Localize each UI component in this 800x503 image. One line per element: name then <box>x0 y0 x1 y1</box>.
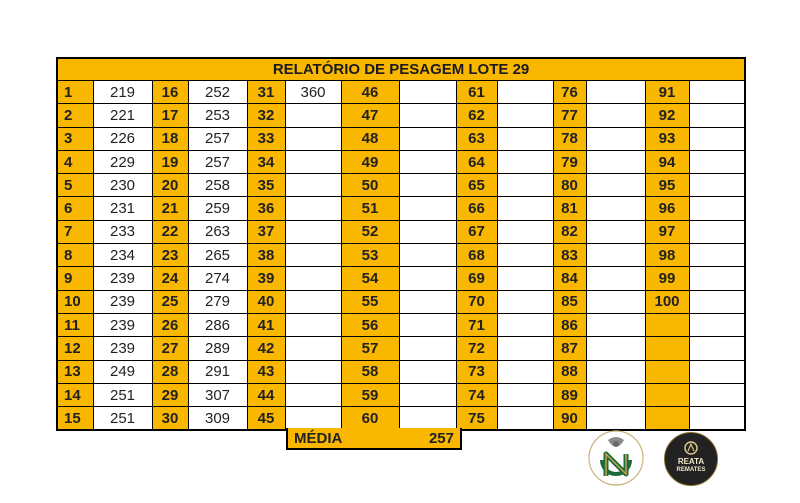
animal-number-cell: 42 <box>247 337 285 360</box>
weight-cell: 234 <box>93 244 152 267</box>
animal-number-cell: 32 <box>247 104 285 127</box>
animal-number-cell: 9 <box>57 267 93 290</box>
weight-cell <box>285 150 341 173</box>
animal-number-cell: 84 <box>553 267 586 290</box>
weighing-report <box>56 57 744 431</box>
animal-number-cell: 83 <box>553 244 586 267</box>
weight-cell <box>497 360 553 383</box>
table-row <box>57 197 745 220</box>
reata-text: REATA <box>677 457 705 466</box>
animal-number-cell: 94 <box>645 150 689 173</box>
weight-cell: 239 <box>93 290 152 313</box>
animal-number-cell: 34 <box>247 150 285 173</box>
weight-cell <box>689 104 745 127</box>
weight-cell <box>399 174 456 197</box>
weight-cell: 265 <box>188 244 247 267</box>
animal-number-cell: 96 <box>645 197 689 220</box>
animal-number-cell <box>645 383 689 406</box>
animal-number-cell: 23 <box>152 244 188 267</box>
weight-cell: 307 <box>188 383 247 406</box>
report-title: RELATÓRIO DE PESAGEM LOTE 29 <box>57 58 745 81</box>
weight-cell: 219 <box>93 81 152 104</box>
table-row <box>57 220 745 243</box>
weight-cell <box>689 127 745 150</box>
weight-cell: 249 <box>93 360 152 383</box>
weight-cell: 239 <box>93 267 152 290</box>
weight-cell: 257 <box>188 127 247 150</box>
weight-cell <box>497 81 553 104</box>
animal-number-cell: 69 <box>456 267 497 290</box>
animal-number-cell: 65 <box>456 174 497 197</box>
weight-cell: 233 <box>93 220 152 243</box>
weight-cell <box>497 267 553 290</box>
weight-cell <box>497 127 553 150</box>
animal-number-cell: 71 <box>456 313 497 336</box>
weight-cell <box>285 197 341 220</box>
weight-cell: 221 <box>93 104 152 127</box>
weight-cell <box>497 174 553 197</box>
weight-cell <box>497 150 553 173</box>
weight-cell <box>586 174 645 197</box>
weight-cell: 309 <box>188 407 247 431</box>
animal-number-cell: 8 <box>57 244 93 267</box>
animal-number-cell: 19 <box>152 150 188 173</box>
weight-cell: 286 <box>188 313 247 336</box>
weight-cell <box>689 244 745 267</box>
weight-cell <box>399 244 456 267</box>
weight-cell <box>586 197 645 220</box>
animal-number-cell: 77 <box>553 104 586 127</box>
table-row <box>57 360 745 383</box>
animal-number-cell: 10 <box>57 290 93 313</box>
weight-cell <box>586 220 645 243</box>
animal-number-cell: 91 <box>645 81 689 104</box>
animal-number-cell: 40 <box>247 290 285 313</box>
weight-cell <box>586 337 645 360</box>
animal-number-cell: 13 <box>57 360 93 383</box>
weight-cell: 253 <box>188 104 247 127</box>
table-row <box>57 81 745 104</box>
animal-number-cell: 11 <box>57 313 93 336</box>
animal-number-cell: 35 <box>247 174 285 197</box>
weight-cell <box>689 220 745 243</box>
table-body <box>57 81 745 431</box>
weight-cell <box>399 197 456 220</box>
animal-number-cell: 1 <box>57 81 93 104</box>
weight-cell <box>399 290 456 313</box>
animal-number-cell: 38 <box>247 244 285 267</box>
animal-number-cell: 50 <box>341 174 399 197</box>
table-row <box>57 407 745 431</box>
weight-cell <box>399 267 456 290</box>
weight-cell <box>399 127 456 150</box>
animal-number-cell: 30 <box>152 407 188 431</box>
weight-cell <box>285 360 341 383</box>
animal-number-cell: 25 <box>152 290 188 313</box>
animal-number-cell: 89 <box>553 383 586 406</box>
animal-number-cell: 63 <box>456 127 497 150</box>
animal-number-cell: 93 <box>645 127 689 150</box>
reata-remates-logo-icon <box>664 432 718 486</box>
weight-cell <box>586 267 645 290</box>
animal-number-cell: 44 <box>247 383 285 406</box>
animal-number-cell: 14 <box>57 383 93 406</box>
animal-number-cell: 98 <box>645 244 689 267</box>
animal-number-cell: 88 <box>553 360 586 383</box>
animal-number-cell: 86 <box>553 313 586 336</box>
table-row <box>57 174 745 197</box>
weight-cell <box>497 220 553 243</box>
weight-cell <box>285 407 341 431</box>
weight-cell <box>399 337 456 360</box>
weight-cell <box>399 81 456 104</box>
animal-number-cell: 49 <box>341 150 399 173</box>
animal-number-cell: 33 <box>247 127 285 150</box>
animal-number-cell: 15 <box>57 407 93 431</box>
weight-cell <box>285 127 341 150</box>
table-row <box>57 244 745 267</box>
table-row <box>57 313 745 336</box>
table-row <box>57 290 745 313</box>
weight-cell <box>689 360 745 383</box>
animal-number-cell: 62 <box>456 104 497 127</box>
weight-cell <box>399 220 456 243</box>
animal-number-cell: 43 <box>247 360 285 383</box>
animal-number-cell: 28 <box>152 360 188 383</box>
animal-number-cell <box>645 407 689 431</box>
table-row <box>57 150 745 173</box>
animal-number-cell: 27 <box>152 337 188 360</box>
animal-number-cell: 100 <box>645 290 689 313</box>
weight-cell <box>586 150 645 173</box>
table-row <box>57 383 745 406</box>
animal-number-cell: 12 <box>57 337 93 360</box>
weight-cell <box>497 104 553 127</box>
animal-number-cell: 21 <box>152 197 188 220</box>
weight-cell <box>399 104 456 127</box>
weight-cell <box>399 407 456 431</box>
animal-number-cell: 87 <box>553 337 586 360</box>
weight-cell <box>497 313 553 336</box>
weight-cell <box>285 174 341 197</box>
weight-cell: 230 <box>93 174 152 197</box>
weight-cell <box>285 383 341 406</box>
weight-cell <box>497 197 553 220</box>
weight-cell <box>399 360 456 383</box>
weight-cell <box>689 290 745 313</box>
weight-cell: 279 <box>188 290 247 313</box>
title-row <box>57 58 745 81</box>
weight-cell <box>285 337 341 360</box>
weight-cell <box>497 337 553 360</box>
weight-cell: 291 <box>188 360 247 383</box>
animal-number-cell: 81 <box>553 197 586 220</box>
weight-cell: 274 <box>188 267 247 290</box>
weight-cell <box>285 104 341 127</box>
weight-cell: 229 <box>93 150 152 173</box>
weight-cell <box>689 267 745 290</box>
animal-number-cell: 60 <box>341 407 399 431</box>
animal-number-cell: 59 <box>341 383 399 406</box>
weight-cell <box>285 244 341 267</box>
weight-cell <box>586 383 645 406</box>
animal-number-cell: 55 <box>341 290 399 313</box>
weight-cell <box>586 407 645 431</box>
weight-cell: 239 <box>93 313 152 336</box>
animal-number-cell: 68 <box>456 244 497 267</box>
weight-cell <box>586 104 645 127</box>
animal-number-cell: 18 <box>152 127 188 150</box>
animal-number-cell: 74 <box>456 383 497 406</box>
table-row <box>57 104 745 127</box>
animal-number-cell: 54 <box>341 267 399 290</box>
weight-cell: 231 <box>93 197 152 220</box>
average-value: 257 <box>428 430 454 447</box>
animal-number-cell: 82 <box>553 220 586 243</box>
weight-cell <box>689 337 745 360</box>
weight-cell <box>285 267 341 290</box>
animal-number-cell: 26 <box>152 313 188 336</box>
weight-cell <box>399 383 456 406</box>
weight-cell <box>497 407 553 431</box>
animal-number-cell: 97 <box>645 220 689 243</box>
weight-cell: 251 <box>93 407 152 431</box>
animal-number-cell: 37 <box>247 220 285 243</box>
animal-number-cell: 7 <box>57 220 93 243</box>
animal-number-cell: 47 <box>341 104 399 127</box>
animal-number-cell: 51 <box>341 197 399 220</box>
animal-number-cell: 90 <box>553 407 586 431</box>
animal-number-cell: 80 <box>553 174 586 197</box>
weight-cell <box>586 244 645 267</box>
weight-cell: 252 <box>188 81 247 104</box>
animal-number-cell: 3 <box>57 127 93 150</box>
animal-number-cell: 95 <box>645 174 689 197</box>
weight-cell <box>689 197 745 220</box>
animal-number-cell: 36 <box>247 197 285 220</box>
weight-cell: 360 <box>285 81 341 104</box>
animal-number-cell: 70 <box>456 290 497 313</box>
weight-cell <box>285 220 341 243</box>
average-box <box>286 428 462 450</box>
animal-number-cell: 85 <box>553 290 586 313</box>
animal-number-cell: 29 <box>152 383 188 406</box>
animal-number-cell: 64 <box>456 150 497 173</box>
weight-cell: 257 <box>188 150 247 173</box>
animal-number-cell: 76 <box>553 81 586 104</box>
animal-number-cell: 17 <box>152 104 188 127</box>
animal-number-cell: 67 <box>456 220 497 243</box>
weight-cell <box>285 313 341 336</box>
weight-cell <box>586 360 645 383</box>
animal-number-cell: 73 <box>456 360 497 383</box>
animal-number-cell: 79 <box>553 150 586 173</box>
animal-number-cell: 6 <box>57 197 93 220</box>
weight-cell <box>689 150 745 173</box>
animal-number-cell: 99 <box>645 267 689 290</box>
weight-cell <box>586 127 645 150</box>
animal-number-cell <box>645 360 689 383</box>
animal-number-cell: 45 <box>247 407 285 431</box>
animal-number-cell: 16 <box>152 81 188 104</box>
bull-n-emblem-icon <box>588 430 644 486</box>
weighing-table <box>56 57 746 431</box>
weight-cell <box>689 313 745 336</box>
remates-text: REMATES <box>676 467 706 473</box>
animal-number-cell: 31 <box>247 81 285 104</box>
animal-number-cell: 22 <box>152 220 188 243</box>
weight-cell <box>497 290 553 313</box>
weight-cell <box>586 81 645 104</box>
weight-cell <box>285 290 341 313</box>
weight-cell <box>399 150 456 173</box>
weight-cell: 289 <box>188 337 247 360</box>
animal-number-cell: 56 <box>341 313 399 336</box>
weight-cell <box>399 313 456 336</box>
animal-number-cell: 92 <box>645 104 689 127</box>
animal-number-cell: 41 <box>247 313 285 336</box>
weight-cell: 251 <box>93 383 152 406</box>
animal-number-cell: 5 <box>57 174 93 197</box>
animal-number-cell: 57 <box>341 337 399 360</box>
weight-cell <box>689 383 745 406</box>
table-row <box>57 267 745 290</box>
animal-number-cell: 39 <box>247 267 285 290</box>
animal-number-cell <box>645 337 689 360</box>
weight-cell: 259 <box>188 197 247 220</box>
animal-number-cell: 75 <box>456 407 497 431</box>
animal-number-cell: 48 <box>341 127 399 150</box>
animal-number-cell: 4 <box>57 150 93 173</box>
animal-number-cell: 52 <box>341 220 399 243</box>
weight-cell <box>586 290 645 313</box>
animal-number-cell: 72 <box>456 337 497 360</box>
animal-number-cell: 53 <box>341 244 399 267</box>
animal-number-cell: 78 <box>553 127 586 150</box>
animal-number-cell: 61 <box>456 81 497 104</box>
animal-number-cell: 58 <box>341 360 399 383</box>
animal-number-cell: 20 <box>152 174 188 197</box>
weight-cell <box>497 244 553 267</box>
average-label: MÉDIA <box>294 430 343 447</box>
animal-number-cell: 66 <box>456 197 497 220</box>
table-row <box>57 337 745 360</box>
animal-number-cell: 46 <box>341 81 399 104</box>
animal-number-cell <box>645 313 689 336</box>
weight-cell: 258 <box>188 174 247 197</box>
weight-cell <box>689 174 745 197</box>
weight-cell: 226 <box>93 127 152 150</box>
animal-number-cell: 24 <box>152 267 188 290</box>
weight-cell: 263 <box>188 220 247 243</box>
weight-cell <box>689 81 745 104</box>
weight-cell <box>586 313 645 336</box>
table-row <box>57 127 745 150</box>
animal-number-cell: 2 <box>57 104 93 127</box>
weight-cell: 239 <box>93 337 152 360</box>
weight-cell <box>689 407 745 431</box>
weight-cell <box>497 383 553 406</box>
